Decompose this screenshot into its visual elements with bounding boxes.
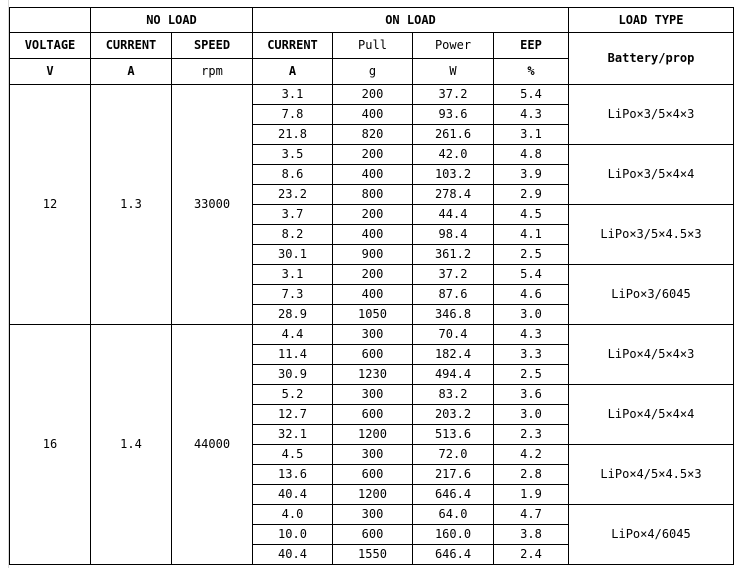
power-cell: 278.4 [413,185,494,205]
eep-cell: 4.2 [494,445,569,465]
eep-cell: 3.0 [494,405,569,425]
eep-cell: 4.8 [494,145,569,165]
eep-cell: 2.4 [494,545,569,565]
onload-current-cell: 23.2 [253,185,333,205]
pull-cell: 1200 [333,425,413,445]
power-cell: 160.0 [413,525,494,545]
onload-current-cell: 40.4 [253,485,333,505]
voltage-cell: 12 [10,85,91,325]
eep-cell: 5.4 [494,85,569,105]
col-header-eep: EEP [494,33,569,59]
header-blank [10,8,91,33]
eep-cell: 3.3 [494,345,569,365]
onload-current-cell: 7.3 [253,285,333,305]
onload-current-cell: 32.1 [253,425,333,445]
eep-cell: 2.8 [494,465,569,485]
unit-noload-current: A [91,59,172,85]
power-cell: 513.6 [413,425,494,445]
onload-current-cell: 8.2 [253,225,333,245]
pull-cell: 400 [333,105,413,125]
col-header-voltage: VOLTAGE [10,33,91,59]
unit-speed: rpm [172,59,253,85]
pull-cell: 1050 [333,305,413,325]
unit-onload-current: A [253,59,333,85]
pull-cell: 200 [333,205,413,225]
pull-cell: 900 [333,245,413,265]
load-type-cell: LiPo×3/5×4×3 [569,85,734,145]
eep-cell: 2.9 [494,185,569,205]
onload-current-cell: 21.8 [253,125,333,145]
power-cell: 72.0 [413,445,494,465]
pull-cell: 200 [333,85,413,105]
power-cell: 346.8 [413,305,494,325]
pull-cell: 820 [333,125,413,145]
power-cell: 37.2 [413,265,494,285]
col-header-pull: Pull [333,33,413,59]
pull-cell: 1230 [333,365,413,385]
load-type-cell: LiPo×4/6045 [569,505,734,565]
power-cell: 494.4 [413,365,494,385]
power-cell: 361.2 [413,245,494,265]
table-row [10,85,734,105]
onload-current-cell: 30.1 [253,245,333,265]
table-body [10,85,734,565]
eep-cell: 4.1 [494,225,569,245]
unit-pull: g [333,59,413,85]
unit-power: W [413,59,494,85]
power-cell: 203.2 [413,405,494,425]
eep-cell: 3.0 [494,305,569,325]
load-type-cell: LiPo×4/5×4×4 [569,385,734,445]
pull-cell: 200 [333,145,413,165]
onload-current-cell: 3.5 [253,145,333,165]
power-cell: 103.2 [413,165,494,185]
power-cell: 64.0 [413,505,494,525]
pull-cell: 600 [333,465,413,485]
power-cell: 217.6 [413,465,494,485]
onload-current-cell: 40.4 [253,545,333,565]
eep-cell: 4.7 [494,505,569,525]
eep-cell: 3.9 [494,165,569,185]
speed-cell: 44000 [172,325,253,565]
onload-current-cell: 7.8 [253,105,333,125]
power-cell: 261.6 [413,125,494,145]
eep-cell: 5.4 [494,265,569,285]
pull-cell: 1200 [333,485,413,505]
noload-current-cell: 1.4 [91,325,172,565]
spreadsheet [9,7,734,565]
power-cell: 646.4 [413,485,494,505]
power-cell: 42.0 [413,145,494,165]
noload-current-cell: 1.3 [91,85,172,325]
eep-cell: 3.1 [494,125,569,145]
unit-eep: % [494,59,569,85]
col-header-power: Power [413,33,494,59]
onload-current-cell: 3.1 [253,265,333,285]
speed-cell: 33000 [172,85,253,325]
power-cell: 44.4 [413,205,494,225]
power-cell: 37.2 [413,85,494,105]
load-type-cell: LiPo×4/5×4.5×3 [569,445,734,505]
eep-cell: 1.9 [494,485,569,505]
pull-cell: 600 [333,345,413,365]
eep-cell: 4.5 [494,205,569,225]
header-on-load: ON LOAD [253,8,569,33]
power-cell: 646.4 [413,545,494,565]
pull-cell: 200 [333,265,413,285]
eep-cell: 4.6 [494,285,569,305]
load-type-cell: LiPo×3/5×4×4 [569,145,734,205]
col-header-noload-current: CURRENT [91,33,172,59]
power-cell: 70.4 [413,325,494,345]
onload-current-cell: 4.5 [253,445,333,465]
pull-cell: 600 [333,405,413,425]
power-cell: 182.4 [413,345,494,365]
pull-cell: 1550 [333,545,413,565]
table-row [10,325,734,345]
onload-current-cell: 4.4 [253,325,333,345]
onload-current-cell: 3.7 [253,205,333,225]
pull-cell: 300 [333,505,413,525]
onload-current-cell: 8.6 [253,165,333,185]
pull-cell: 600 [333,525,413,545]
onload-current-cell: 10.0 [253,525,333,545]
voltage-cell: 16 [10,325,91,565]
onload-current-cell: 28.9 [253,305,333,325]
pull-cell: 400 [333,225,413,245]
header-no-load: NO LOAD [91,8,253,33]
pull-cell: 800 [333,185,413,205]
eep-cell: 4.3 [494,105,569,125]
pull-cell: 300 [333,385,413,405]
header-load-type: LOAD TYPE [569,8,734,33]
pull-cell: 400 [333,165,413,185]
power-cell: 83.2 [413,385,494,405]
eep-cell: 2.5 [494,245,569,265]
onload-current-cell: 3.1 [253,85,333,105]
onload-current-cell: 11.4 [253,345,333,365]
onload-current-cell: 4.0 [253,505,333,525]
pull-cell: 400 [333,285,413,305]
load-type-cell: LiPo×3/5×4.5×3 [569,205,734,265]
power-cell: 98.4 [413,225,494,245]
onload-current-cell: 12.7 [253,405,333,425]
onload-current-cell: 5.2 [253,385,333,405]
eep-cell: 2.3 [494,425,569,445]
power-cell: 87.6 [413,285,494,305]
col-header-battery-prop: Battery/prop [569,33,734,85]
pull-cell: 300 [333,445,413,465]
eep-cell: 2.5 [494,365,569,385]
eep-cell: 4.3 [494,325,569,345]
load-type-cell: LiPo×3/6045 [569,265,734,325]
pull-cell: 300 [333,325,413,345]
onload-current-cell: 30.9 [253,365,333,385]
col-header-speed: SPEED [172,33,253,59]
col-header-onload-current: CURRENT [253,33,333,59]
power-cell: 93.6 [413,105,494,125]
onload-current-cell: 13.6 [253,465,333,485]
eep-cell: 3.8 [494,525,569,545]
eep-cell: 3.6 [494,385,569,405]
motor-data-table [9,7,734,565]
unit-voltage: V [10,59,91,85]
load-type-cell: LiPo×4/5×4×3 [569,325,734,385]
sheet-gridline [0,0,9,568]
